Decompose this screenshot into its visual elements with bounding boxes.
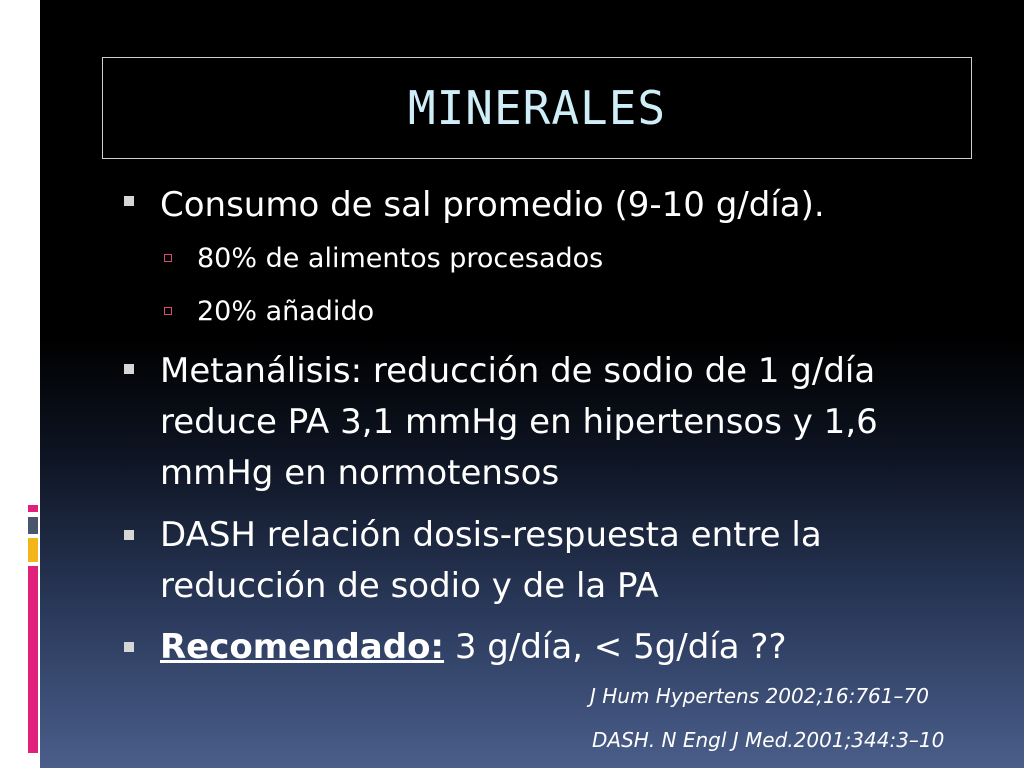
bullet-marker: [124, 642, 134, 652]
bullet-item: [160, 622, 900, 673]
sub-bullet-marker: [164, 254, 172, 262]
bullet-marker: [124, 364, 134, 374]
sub-bullet-item: 80% de alimentos procesados: [197, 243, 604, 274]
bullet-item: DASH relación dosis-respuesta entre la reducción de sodio y de la PA: [160, 515, 822, 606]
accent-bar-pink-top: [28, 505, 38, 512]
slide-title: MINERALES: [407, 81, 667, 135]
accent-bar-yellow: [28, 538, 38, 562]
title-box: [102, 57, 972, 159]
bullet-marker: [124, 530, 134, 540]
accent-bar-pink: [28, 566, 38, 753]
bullet-item: Metanálisis: reducción de sodio de 1 g/día reduce PA 3,1 mmHg en hipertensos y 1,6 mmHg en normotensos: [160, 351, 878, 493]
recommended-value: 3 g/día, < 5g/día ??: [444, 627, 787, 667]
sub-bullet-marker: [164, 307, 172, 315]
bullet-item: Consumo de sal promedio (9-10 g/día).: [160, 185, 825, 225]
accent-bar-gray: [28, 517, 38, 534]
bullet-marker: [124, 196, 134, 206]
reference: J Hum Hypertens 2002;16:761–70: [590, 684, 929, 708]
reference: DASH. N Engl J Med.2001;344:3–10: [592, 728, 945, 752]
sub-bullet-item: 20% añadido: [197, 296, 375, 327]
recommended-label: Recomendado:: [160, 627, 445, 667]
